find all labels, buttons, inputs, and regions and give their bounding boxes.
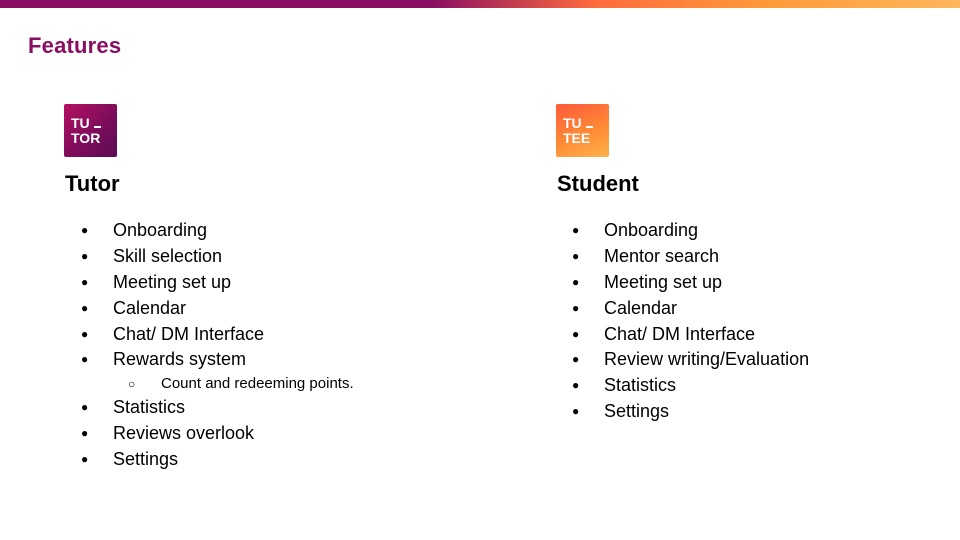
- list-item-label: Review writing/Evaluation: [604, 349, 810, 370]
- list-item: [569, 373, 809, 399]
- list-item: [78, 347, 354, 373]
- student-feature-list: [569, 218, 809, 425]
- bullet-icon: ●: [81, 426, 89, 441]
- list-item-label: Rewards system: [113, 349, 247, 370]
- bullet-icon: ●: [81, 452, 89, 467]
- bullet-icon: ●: [572, 248, 580, 263]
- list-item-label: Chat/ DM Interface: [604, 323, 756, 344]
- top-gradient-bar: [0, 0, 960, 8]
- bullet-icon: ●: [81, 300, 89, 315]
- sub-list-item-label: Count and redeeming points.: [161, 375, 354, 393]
- tutor-logo-text-1: TU: [71, 114, 90, 131]
- bullet-icon: ●: [81, 248, 89, 263]
- tutor-feature-list: [78, 218, 354, 473]
- list-item: [569, 218, 809, 244]
- logo-dash-icon: [586, 126, 593, 128]
- list-item-label: Calendar: [604, 297, 678, 318]
- list-item: [569, 244, 809, 270]
- tutor-logo-text-2: TOR: [71, 129, 101, 146]
- logo-dash-icon: [94, 126, 101, 128]
- list-item-label: Reviews overlook: [113, 423, 255, 444]
- list-item-label: Skill selection: [113, 245, 223, 266]
- list-item-label: Calendar: [113, 297, 187, 318]
- student-heading: Student: [557, 171, 639, 196]
- bullet-icon: ●: [81, 400, 89, 415]
- tutee-logo: [556, 104, 609, 157]
- tutee-logo-text-2: TEE: [563, 129, 591, 146]
- bullet-icon: ●: [572, 378, 580, 393]
- list-item: [78, 322, 354, 348]
- bullet-icon: ●: [81, 352, 89, 367]
- bullet-icon: ●: [572, 274, 580, 289]
- list-item: [569, 270, 809, 296]
- list-item: [78, 244, 354, 270]
- list-item-label: Settings: [604, 401, 670, 422]
- bullet-icon: ●: [572, 300, 580, 315]
- list-item-label: Onboarding: [604, 220, 699, 240]
- list-item: [78, 296, 354, 322]
- list-item-label: Meeting set up: [113, 271, 232, 292]
- bullet-icon: ●: [572, 404, 580, 419]
- list-item: [78, 421, 354, 447]
- sub-bullet-icon: ○: [128, 377, 136, 392]
- list-item: [569, 347, 809, 373]
- page-title: Features: [28, 33, 122, 58]
- bullet-icon: ●: [572, 352, 580, 367]
- list-item: [78, 270, 354, 296]
- bullet-icon: ●: [572, 326, 580, 341]
- list-item: [569, 399, 809, 425]
- tutee-logo-text-1: TU: [563, 114, 582, 131]
- bullet-icon: ●: [572, 223, 580, 237]
- sub-list-item: [78, 373, 354, 395]
- bullet-icon: ●: [81, 274, 89, 289]
- bullet-icon: ●: [81, 223, 89, 237]
- list-item-label: Mentor search: [604, 245, 720, 266]
- list-item: [569, 322, 809, 348]
- list-item: [78, 447, 354, 473]
- list-item: [78, 395, 354, 421]
- list-item-label: Onboarding: [113, 220, 208, 240]
- list-item-label: Meeting set up: [604, 271, 723, 292]
- list-item: [78, 218, 354, 244]
- list-item-label: Statistics: [113, 397, 186, 418]
- list-item-label: Chat/ DM Interface: [113, 323, 265, 344]
- list-item: [569, 296, 809, 322]
- list-item-label: Statistics: [604, 375, 677, 396]
- tutor-logo: [64, 104, 117, 157]
- bullet-icon: ●: [81, 326, 89, 341]
- list-item-label: Settings: [113, 449, 179, 470]
- tutor-heading: Tutor: [65, 171, 120, 196]
